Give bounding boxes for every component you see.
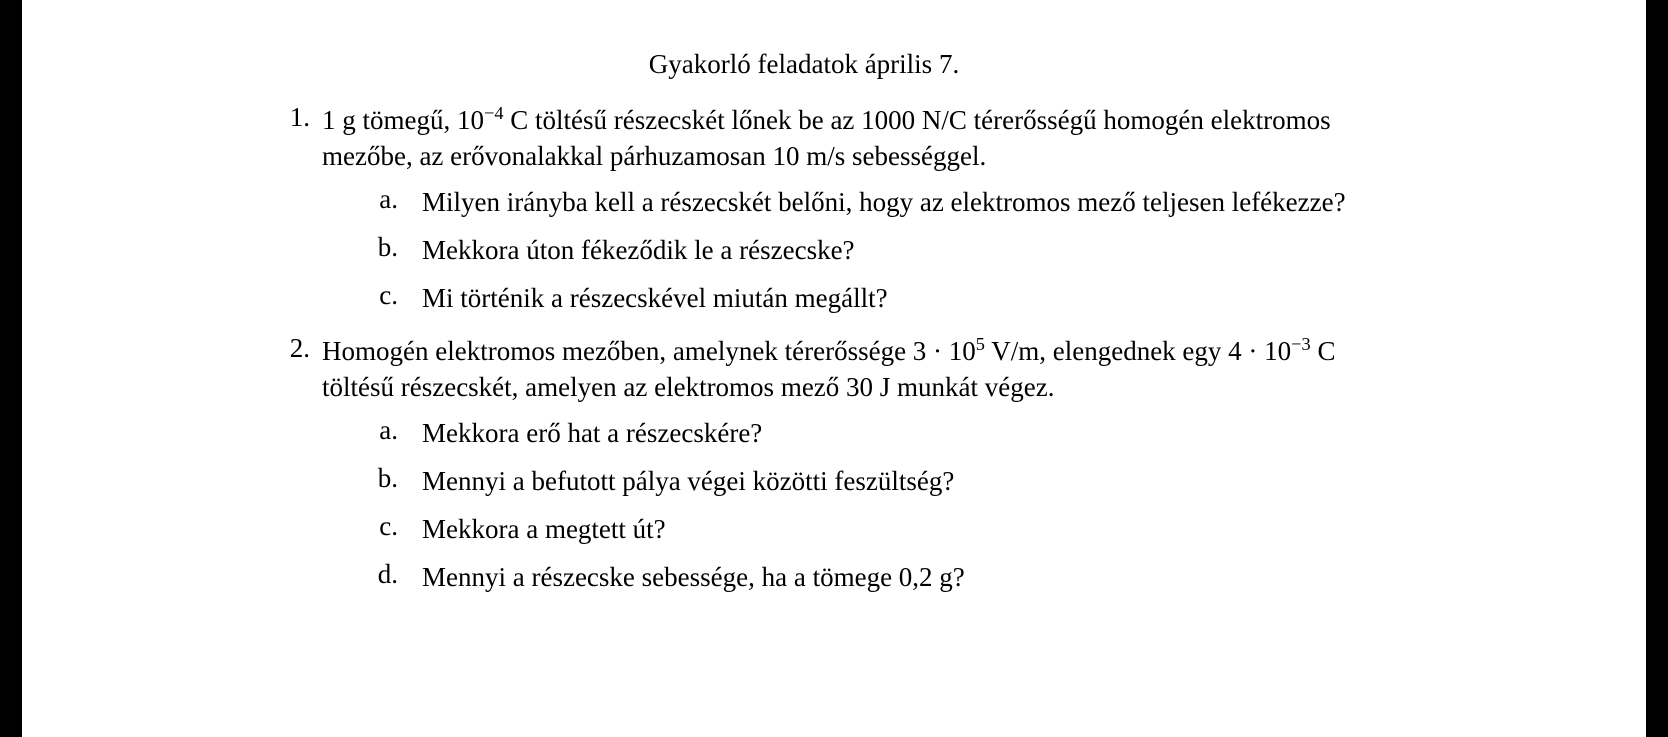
subproblem-marker: a. bbox=[379, 414, 398, 445]
subproblem-text: Mekkora erő hat a részecskére? bbox=[422, 417, 763, 448]
subproblem-list bbox=[322, 415, 1646, 596]
subproblem-item bbox=[366, 511, 1646, 547]
subproblem-marker: d. bbox=[377, 559, 398, 590]
subproblem-text: Milyen irányba kell a részecskét belőni, hogy az elektromos mező teljesen lefékezze? bbox=[422, 187, 1346, 218]
subproblem-text: Mennyi a részecske sebessége, ha a tömege 0,2 g? bbox=[422, 562, 965, 593]
subproblem-text: Mi történik a részecskével miután megállt? bbox=[422, 283, 888, 314]
problem-number: 1. bbox=[289, 101, 310, 132]
page-title: Gyakorló feladatok április 7. bbox=[648, 49, 960, 79]
subproblem-marker: b. bbox=[377, 232, 398, 263]
problem-text-part: Homogén elektromos mezőben, amelynek térerőssége 3 · 10 bbox=[322, 335, 976, 366]
subproblem-item bbox=[366, 184, 1646, 220]
subproblem-text: Mennyi a befutott pálya végei közötti feszültség? bbox=[422, 466, 955, 497]
problem-text-superscript: −4 bbox=[484, 102, 504, 123]
problem-text-superscript: 5 bbox=[975, 333, 985, 354]
subproblem-marker: a. bbox=[379, 184, 398, 215]
problem-text-part: 1 g tömegű, 10 bbox=[322, 104, 484, 135]
problem-item bbox=[22, 102, 1646, 317]
problem-text-part: C töltésű részecskét, amelyen az elektromos mező 30 J munkát végez. bbox=[322, 335, 1336, 402]
subproblem-item bbox=[366, 559, 1646, 595]
problem-text-part: C töltésű részecskét lőnek be az 1000 N/C térerősségű homogén elektromos mezőbe, az erővonalakkal párhuzamosan 10 m/s sebességgel. bbox=[322, 104, 1331, 171]
subproblem-item bbox=[366, 415, 1646, 451]
subproblem-marker: c. bbox=[379, 511, 398, 542]
problem-text-superscript: −3 bbox=[1291, 333, 1311, 354]
subproblem-marker: c. bbox=[379, 280, 398, 311]
problem-text bbox=[22, 102, 1412, 174]
subproblem-item bbox=[366, 232, 1646, 268]
subproblem-item bbox=[366, 280, 1646, 316]
problem-text bbox=[22, 333, 1412, 405]
problem-item bbox=[22, 333, 1646, 596]
subproblem-list bbox=[322, 184, 1646, 317]
problem-list bbox=[22, 102, 1646, 596]
problem-text-part: V/m, elengednek egy 4 · 10 bbox=[984, 335, 1292, 366]
document-page bbox=[22, 0, 1646, 737]
problem-number: 2. bbox=[289, 332, 310, 363]
subproblem-marker: b. bbox=[377, 463, 398, 494]
subproblem-text: Mekkora a megtett út? bbox=[422, 514, 666, 545]
subproblem-text: Mekkora úton fékeződik le a részecske? bbox=[422, 235, 855, 266]
subproblem-item bbox=[366, 463, 1646, 499]
